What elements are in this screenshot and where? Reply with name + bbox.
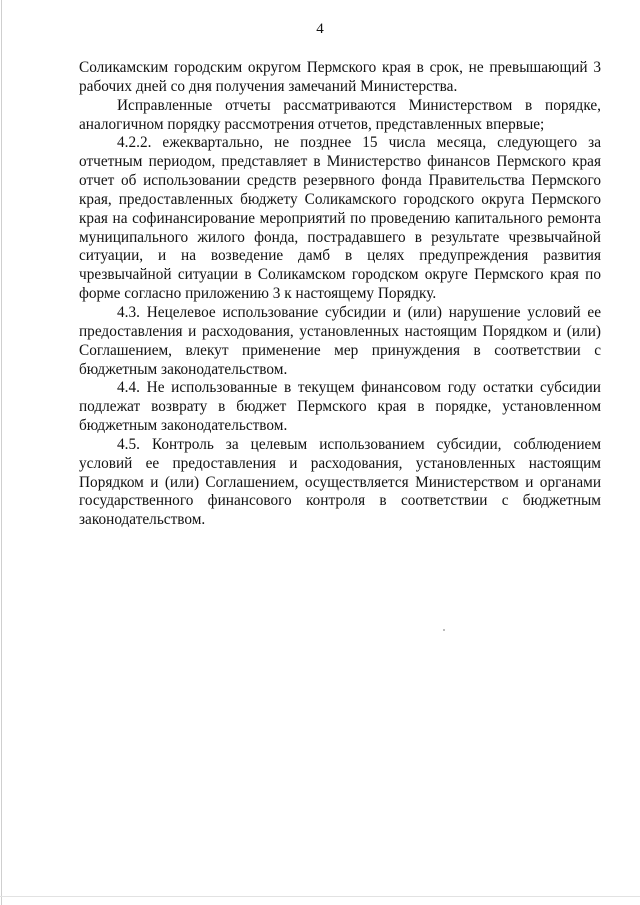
paragraph-continuation: Соликамским городским округом Пермского края в срок, не превышающий 3 рабочих дней со дня получения замечаний Министерства. — [79, 59, 601, 95]
paragraph-4-3: 4.3. Нецелевое использование субсидии и (или) нарушение условий ее предоставления и расходования, установленных настоящим Порядком и (или) Соглашением, влекут применение мер принуждения в соответствии с бюджетным законодательством. — [79, 303, 601, 378]
page-number: 4 — [316, 21, 324, 37]
paragraph-4-4: 4.4. Не использованные в текущем финансовом году остатки субсидии подлежат возврату в бюджет Пермского края в порядке, установленном бюджетным законодательством. — [79, 379, 601, 435]
scan-bottom-edge — [0, 896, 640, 897]
paragraph-4-5: 4.5. Контроль за целевым использованием субсидии, соблюдением условий ее предоставления и расходования, установленных настоящим Порядком и (или) Соглашением, осуществляется Министерством и органами государственного финансового контроля в соответствии с бюджетным законодательством. — [79, 435, 601, 529]
document-body — [79, 59, 601, 530]
paragraph-4-2-2: 4.2.2. ежеквартально, не позднее 15 числа месяца, следующего за отчетным периодом, представляет в Министерство финансов Пермского края отчет об использовании средств резервного фонда Правительства Пермского края, предоставленных бюджету Соликамского городского округа Пермского края на софинансирование мероприятий по проведению капитального ремонта муниципального жилого фонда, пострадавшего в результате чрезвычайной ситуации, и на возведение дамб в целях предупреждения развития чрезвычайной ситуации в Соликамском городском округе Пермского края по форме согласно приложению 3 к настоящему Порядку. — [79, 134, 601, 303]
paragraph-corrected-reports: Исправленные отчеты рассматриваются Министерством в порядке, аналогичном порядку рассмотрения отчетов, представленных впервые; — [79, 96, 601, 133]
scan-left-edge — [1, 0, 2, 905]
scan-speck — [443, 629, 445, 631]
